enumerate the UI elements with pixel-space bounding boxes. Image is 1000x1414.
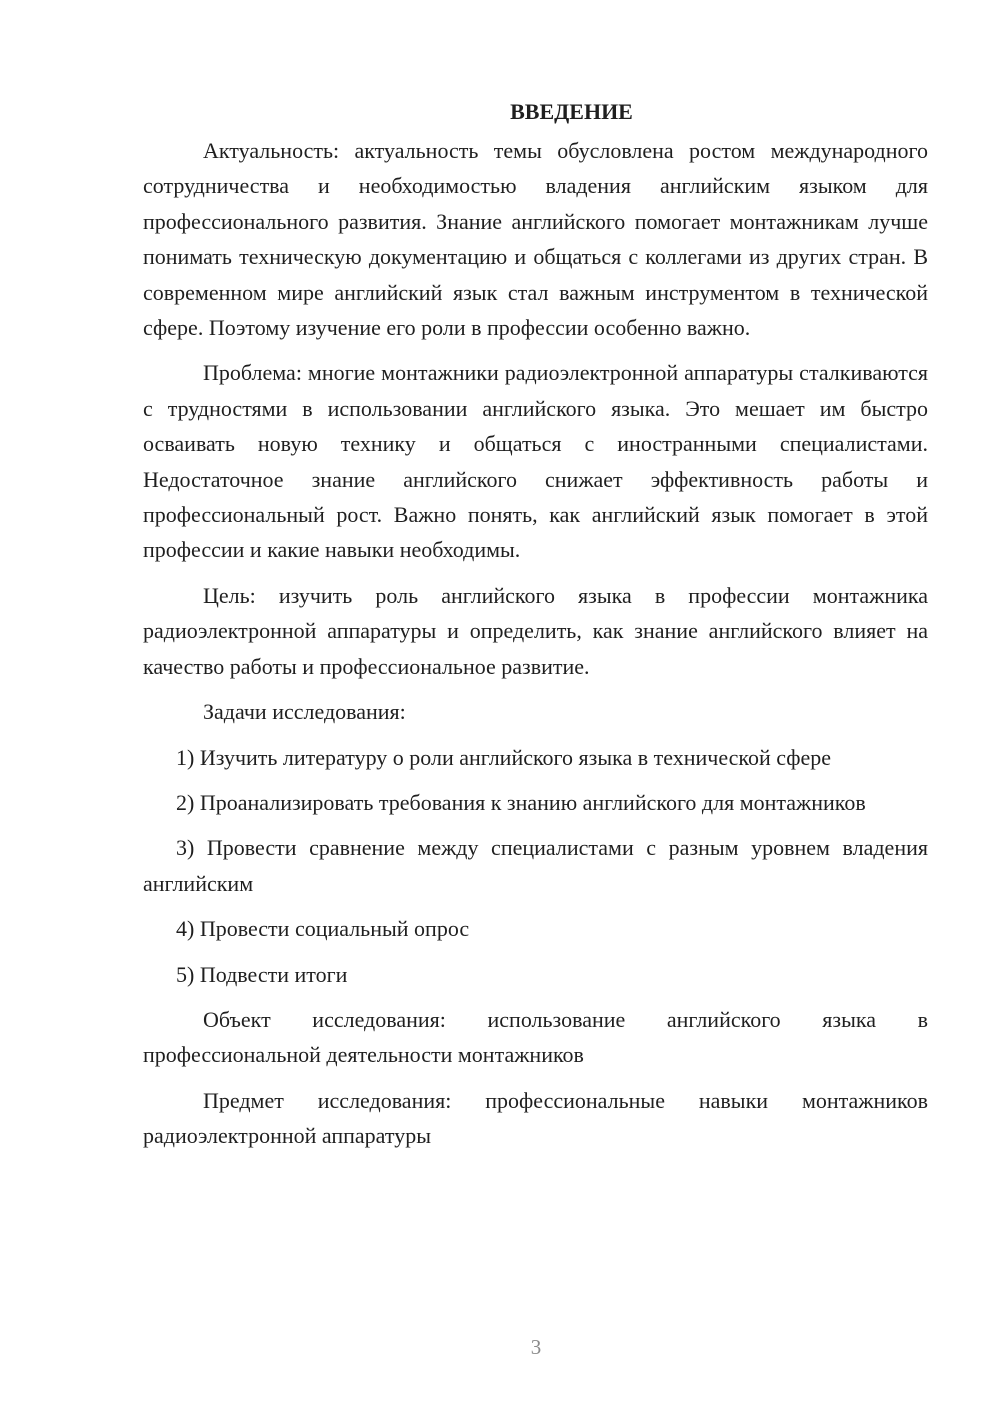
research-subject-paragraph: Предмет исследования: профессиональные навыки монтажников радиоэлектронной аппаратуры (143, 1087, 928, 1149)
section-title: ВВЕДЕНИЕ (510, 99, 633, 124)
tasks-heading: Задачи исследования: (203, 699, 406, 725)
goal-paragraph: Цель: изучить роль английского языка в профессии монтажника радиоэлектронной аппаратуры и определить, как знание английского влияет на качество работы и профессиональное развитие. (143, 582, 928, 679)
task-item: 2) Проанализировать требования к знанию английского для монтажников (176, 789, 866, 815)
problem-paragraph: Проблема: многие монтажники радиоэлектронной аппаратуры сталкиваются с трудностями в использовании английского языка. Это мешает им быстро осваивать новую технику и общаться с иностранными специалистами. Недостаточное знание английского снижает эффективность работы и профессиональный рост. Важно понять, как английский язык помогает в этой профессии и какие навыки необходимы. (143, 360, 928, 563)
task-item: 1) Изучить литературу о роли английского языка в технической сфере (176, 744, 832, 770)
research-object-paragraph: Объект исследования: использование английского языка в профессиональной деятельности монтажников (143, 1006, 928, 1068)
relevance-paragraph: Актуальность: актуальность темы обусловлена ростом международного сотрудничества и необходимостью владения английским языком для профессионального развития. Знание английского помогает монтажникам лучше понимать техническую документацию и общаться с коллегами из других стран. В современном мире английский язык стал важным инструментом в технической сфере. Поэтому изучение его роли в профессии особенно важно. (143, 138, 928, 341)
task-item: 3) Провести сравнение между специалистами с разным уровнем владения английским (143, 835, 928, 896)
task-item: 4) Провести социальный опрос (176, 916, 470, 942)
page-number: 3 (530, 1335, 542, 1359)
task-item: 5) Подвести итоги (176, 961, 348, 987)
document-body (143, 94, 928, 1164)
